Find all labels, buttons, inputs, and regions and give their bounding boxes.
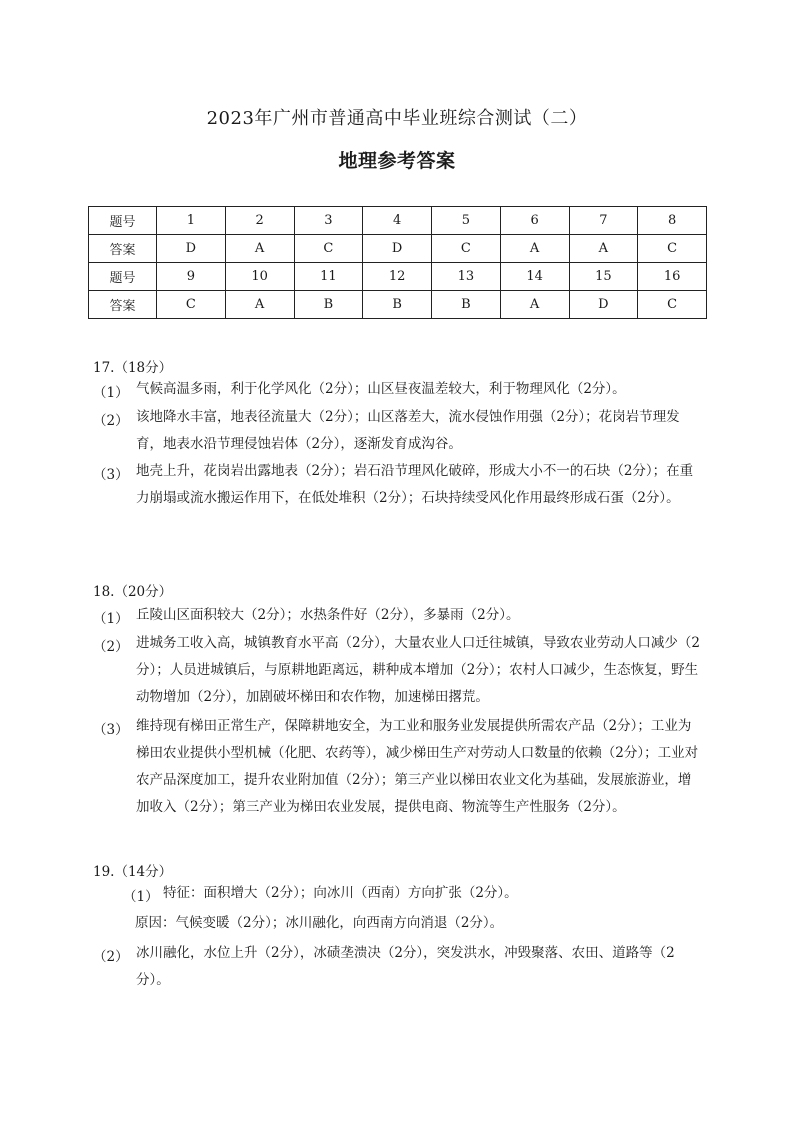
answer-cell: C	[638, 291, 707, 319]
item-text: 进城务工收入高，城镇教育水平高（2分），大量农业人口迁往城镇，导致农业劳动人口减少（2分）；人员进城镇后，与原耕地距离远，耕种成本增加（2分）；农村人口减少，生态恢复，野生动物增加（2分），加剧破坏梯田和农作物，加速梯田撂荒。	[136, 635, 700, 705]
item-text: 地壳上升，花岗岩出露地表（2分）；岩石沿节理风化破碎，形成大小不一的石块（2分）；在重力崩塌或流水搬运作用下，在低处堆积（2分）；石块持续受风化作用最终形成石蛋（2分）。	[136, 463, 694, 506]
answer-cell: A	[500, 235, 569, 263]
question-number: 2	[225, 207, 294, 235]
question-number: 9	[157, 263, 226, 291]
question-number: 14	[500, 263, 569, 291]
question-number: 6	[500, 207, 569, 235]
row-label: 答案	[89, 291, 157, 319]
answer-cell: B	[432, 291, 501, 319]
row-label: 题号	[89, 207, 157, 235]
item-text: 冰川融化，水位上升（2分），冰碛垄溃决（2分），突发洪水，冲毁聚落、农田、道路等（2分）。	[136, 945, 675, 988]
answer-cell: C	[638, 235, 707, 263]
question-number: 13	[432, 263, 501, 291]
question-number: 8	[638, 207, 707, 235]
answer-cell: A	[500, 291, 569, 319]
document-subtitle: 地理参考答案	[338, 150, 456, 172]
item-number: （2）	[93, 949, 129, 965]
question-number: 7	[569, 207, 638, 235]
question-19-heading: 19.（14分）	[93, 864, 173, 880]
item-number: （1）	[93, 385, 129, 401]
question-number: 10	[225, 263, 294, 291]
answer-cell: A	[569, 235, 638, 263]
question-number: 16	[638, 263, 707, 291]
item-text: 该地降水丰富，地表径流量大（2分）；山区落差大，流水侵蚀作用强（2分）；花岗岩节理发育，地表水沿节理侵蚀岩体（2分），逐渐发育成沟谷。	[136, 409, 680, 452]
answer-cell: D	[363, 235, 432, 263]
answer-cell: D	[157, 235, 226, 263]
item-number: （2）	[93, 413, 129, 429]
question-18-heading: 18.（20分）	[93, 584, 173, 600]
answer-cell: C	[157, 291, 226, 319]
question-number: 4	[363, 207, 432, 235]
question-number: 1	[157, 207, 226, 235]
table-row	[89, 263, 707, 291]
answer-cell: C	[432, 235, 501, 263]
answer-cell: B	[363, 291, 432, 319]
table-row	[89, 207, 707, 235]
item-text: 气候高温多雨，利于化学风化（2分）；山区昼夜温差较大，利于物理风化（2分）。	[136, 381, 626, 397]
item-number: （1）	[123, 889, 159, 905]
item-number: （3）	[93, 722, 129, 738]
table-row	[89, 291, 707, 319]
table-row	[89, 235, 707, 263]
question-number: 5	[432, 207, 501, 235]
row-label: 答案	[89, 235, 157, 263]
document-title: 2023年广州市普通高中毕业班综合测试（二）	[206, 108, 588, 129]
answer-cell: D	[569, 291, 638, 319]
answer-cell: A	[225, 235, 294, 263]
item-text: 维持现有梯田正常生产，保障耕地安全，为工业和服务业发展提供所需农产品（2分）；工业为梯田农业提供小型机械（化肥、农药等），减少梯田生产对劳动人口数量的依赖（2分）；工业对农产品深度加工，提升农业附加值（2分）；第三产业以梯田农业文化为基础，发展旅游业，增加收入（2分）；第三产业为梯田农业发展，提供电商、物流等生产性服务（2分）。	[136, 718, 699, 815]
item-text: 丘陵山区面积较大（2分）；水热条件好（2分），多暴雨（2分）。	[136, 607, 520, 623]
answer-table	[88, 206, 707, 319]
item-number: （1）	[93, 611, 129, 627]
question-17-heading: 17.（18分）	[93, 360, 173, 376]
question-number: 3	[294, 207, 363, 235]
question-number: 12	[363, 263, 432, 291]
row-label: 题号	[89, 263, 157, 291]
q19-item-1-reason: 原因：气候变暖（2分）；冰川融化，向西南方向消退（2分）。	[135, 915, 504, 931]
item-text: 特征：面积增大（2分）；向冰川（西南）方向扩张（2分）。	[163, 885, 518, 901]
item-number: （2）	[93, 639, 129, 655]
answer-cell: A	[225, 291, 294, 319]
question-number: 15	[569, 263, 638, 291]
answer-cell: B	[294, 291, 363, 319]
item-number: （3）	[93, 467, 129, 483]
answer-cell: C	[294, 235, 363, 263]
question-number: 11	[294, 263, 363, 291]
